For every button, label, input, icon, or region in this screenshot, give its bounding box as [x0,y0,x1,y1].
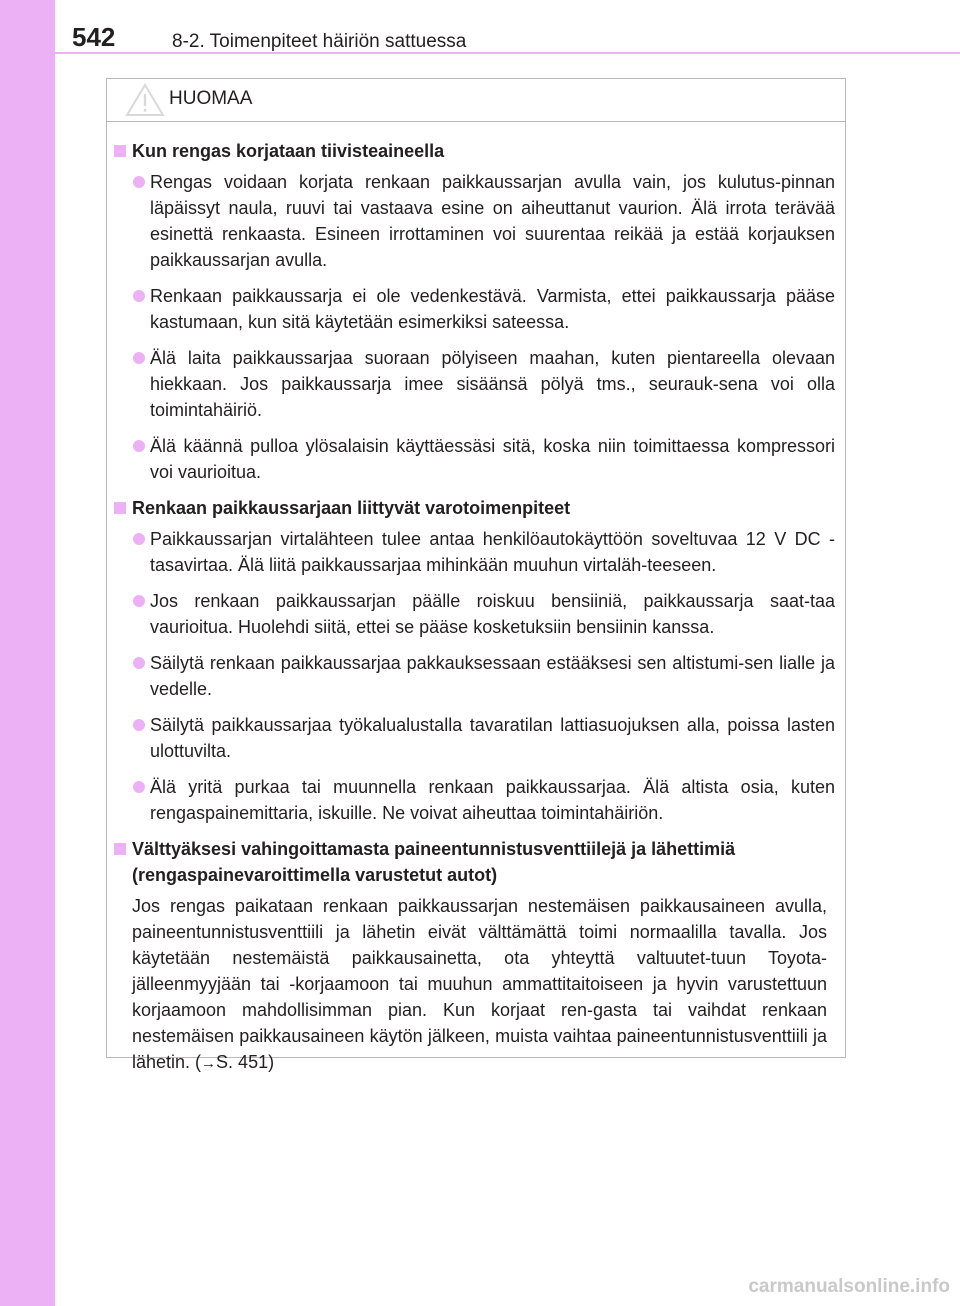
list-item [107,712,845,764]
section-heading-text: Kun rengas korjataan tiivisteaineella [132,141,445,161]
section-title: 8-2. Toimenpiteet häiriön sattuessa [172,31,467,52]
notice-box [106,78,846,1072]
section-heading [107,138,845,164]
list-item [107,526,845,578]
section-heading [107,495,845,521]
section-heading-text: Välttyäksesi vahingoittamasta paineentunnistusventtiilejä ja lähettimiä (rengaspainevaroittimella varustetut autot) [132,839,736,885]
list-item [107,588,845,640]
dot-bullet-icon [133,290,145,302]
list-item-text: Paikkaussarjan virtalähteen tulee antaa henkilöautokäyttöön soveltuvaa 12 V DC -tasavirtaa. Älä liitä paikkaussarjaa mihinkään muuhun virtaläh-teeseen. [150,529,835,575]
list-item [107,774,845,826]
list-item-text: Säilytä paikkaussarjaa työkalualustalla tavaratilan lattiasuojuksen alla, poissa lasten ulottuvilta. [150,715,835,761]
warning-triangle-icon [125,83,165,117]
section-heading [107,836,845,888]
dot-bullet-icon [133,352,145,364]
list-item [107,650,845,702]
list-item-text: Älä yritä purkaa tai muunnella renkaan paikkaussarjaa. Älä altista osia, kuten rengaspainemittaria, iskuille. Ne voivat aiheuttaa toimintahäiriön. [150,777,835,823]
dot-bullet-icon [133,781,145,793]
notice-body [107,122,845,1077]
notice-label: HUOMAA [169,88,253,109]
list-item-text: Älä laita paikkaussarjaa suoraan pölyiseen maahan, kuten pientareella olevaan hiekkaan. Jos paikkaussarja imee sisäänsä pölyä tms., seurauk-sena voi olla toimintahäiriö. [150,348,835,420]
watermark: carmanualsonline.info [748,1276,950,1297]
list-item-text: Renkaan paikkaussarja ei ole vedenkestävä. Varmista, ettei paikkaussarja pääse kastumaan, kun sitä käytetään esimerkiksi sateessa. [150,286,835,332]
list-item [107,283,845,335]
square-bullet-icon [114,145,126,157]
list-item-text: Älä käännä pulloa ylösalaisin käyttäessäsi sitä, koska niin toimittaessa kompressori voi vaurioitua. [150,436,835,482]
notice-header [107,79,845,122]
list-item [107,433,845,485]
section-heading-text: Renkaan paikkaussarjaan liittyvät varotoimenpiteet [132,498,571,518]
reference-arrow-icon: → [201,1055,217,1072]
page-number: 542 [72,22,116,52]
list-item-text: Rengas voidaan korjata renkaan paikkaussarjan avulla vain, jos kulutus-pinnan läpäissyt naula, ruuvi tai vastaava esine on aiheuttanut vaurion. Älä irrota terävää esinettä renkaasta. Esineen irrottaminen voi suurentaa reikää ja estää korjauksen paikkaussarjan avulla. [150,172,835,270]
dot-bullet-icon [133,533,145,545]
page-reference-link[interactable]: S. 451) [216,1052,275,1072]
dot-bullet-icon [133,176,145,188]
square-bullet-icon [114,843,126,855]
paragraph-text: Jos rengas paikataan renkaan paikkaussarjan nestemäisen paikkausaineen avulla, paineentunnistusventtiili ja lähetin eivät välttämättä toimi normaalilla tavalla. Jos käytetään nestemäistä paikkausainetta, ota yhteyttä valtuutet-tuun Toyota-jälleenmyyjään tai -korjaamoon tai muuhun ammattitaitoiseen ja hyvin varustettuun korjaamoon mahdollisimman pian. Kun korjaat ren-gasta tai vaihdat renkaan nestemäisen paikkausaineen käytön jälkeen, muista vaihtaa paineentunnistusventtiili ja lähetin. ( [132,896,827,1072]
paragraph [107,893,845,1077]
list-item-text: Säilytä renkaan paikkaussarjaa pakkauksessaan estääksesi sen altistumi-sen lialle ja vedelle. [150,653,835,699]
list-item-text: Jos renkaan paikkaussarjan päälle roiskuu bensiiniä, paikkaussarja saat-taa vaurioitua. Huolehdi siitä, ettei se pääse kosketuksiin bensiinin kanssa. [150,591,835,637]
dot-bullet-icon [133,440,145,452]
dot-bullet-icon [133,657,145,669]
list-item [107,345,845,423]
square-bullet-icon [114,502,126,514]
dot-bullet-icon [133,719,145,731]
dot-bullet-icon [133,595,145,607]
side-color-bar [0,0,55,1306]
list-item [107,169,845,273]
